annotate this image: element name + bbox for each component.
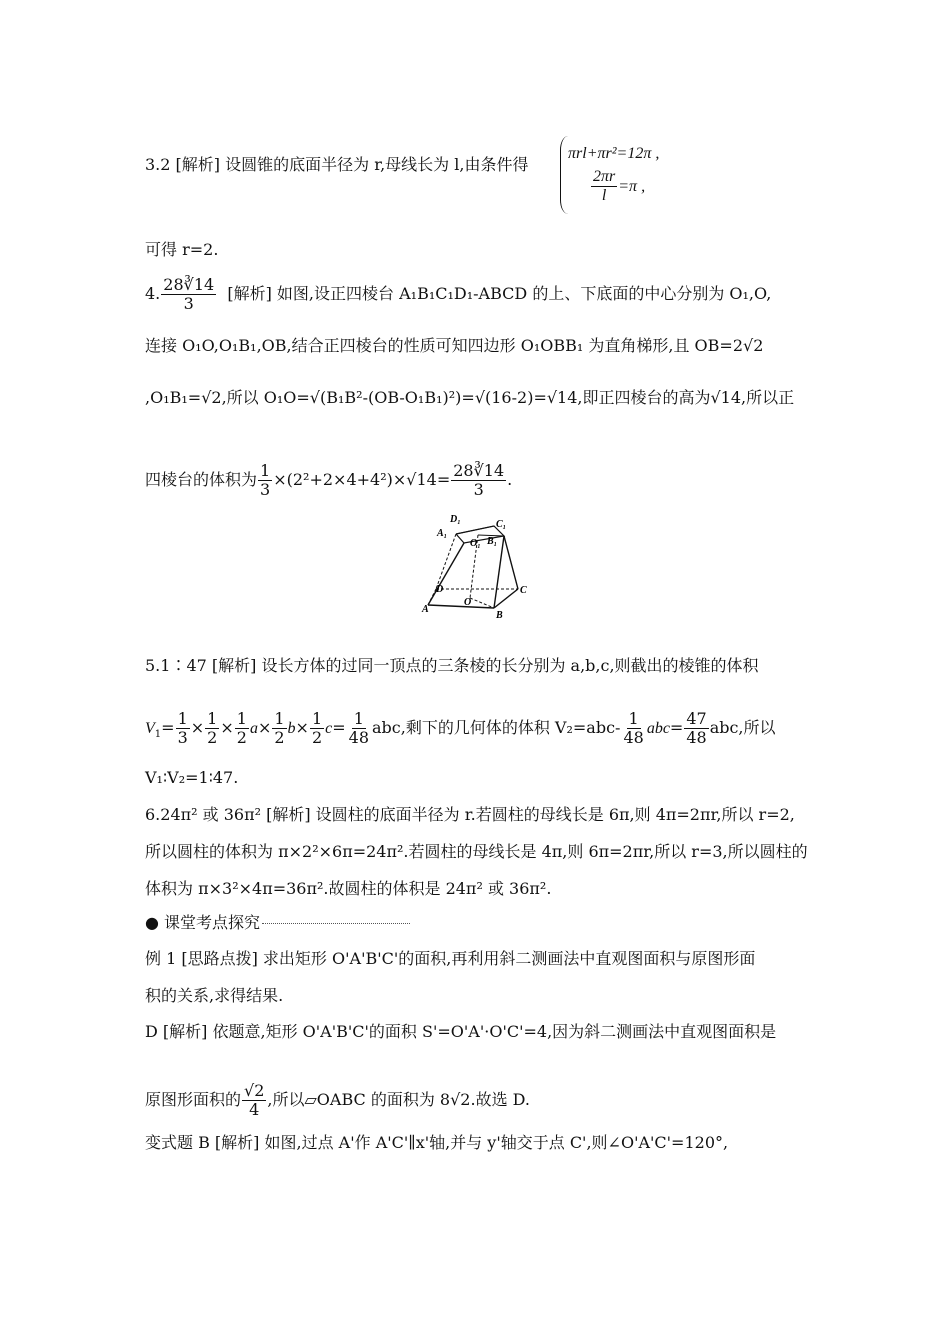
p4-result-frac xyxy=(451,462,506,499)
p5-frac-e: $\frac{1}{2}$ xyxy=(311,709,323,747)
label-O1: O₁ xyxy=(470,538,481,549)
ex1-frac-den: 4 xyxy=(249,1100,260,1119)
ex1-line4 xyxy=(145,1082,530,1119)
p5-frac-d: $\frac{1}{2}$ xyxy=(274,709,285,747)
p4-line4-mid: ×(2²+2×4+4²)×√14= xyxy=(273,470,451,489)
ex1-frac xyxy=(242,1082,266,1119)
p5-frac-b: $\frac{1}{2}$ xyxy=(207,709,218,747)
p3-eq2 xyxy=(590,168,645,205)
ex1-line4-head: 原图形面积的 xyxy=(145,1090,242,1109)
p6-line2: 所以圆柱的体积为 π×2²×6π=24π².若圆柱的母线长是 4π,则 6π=2πr,所以 r=3,所以圆柱的 xyxy=(145,842,808,861)
p4-line3: ,O₁B₁=√2,所以 O₁O=√(B₁B²-(OB-O₁B₁)²)=√(16-2)=√14,即正四棱台的高为√14,所以正 xyxy=(145,388,795,407)
p4-third-frac: $\frac{1}{3}$ xyxy=(260,461,271,499)
p3-eq1: πrl+πr²=12π , xyxy=(568,145,660,162)
frustum-figure xyxy=(420,512,535,622)
variant-line1: 变式题 B [解析] 如图,过点 A'作 A'C'∥x'轴,并与 y'轴交于点 C',则∠O'A'C'=120°, xyxy=(145,1133,729,1152)
ex1-frac-num: √2 xyxy=(244,1081,265,1100)
label-A1: A₁ xyxy=(437,528,448,539)
label-B1: B₁ xyxy=(487,536,498,547)
ex1-line4-tail: ,所以▱OABC 的面积为 8√2.故选 D. xyxy=(267,1090,530,1109)
p3-eq2-den: l xyxy=(601,187,607,204)
p5-line2-tail: abc,剩下的几何体的体积 V₂=abc- xyxy=(372,718,621,737)
label-D1: D₁ xyxy=(450,514,461,525)
p4-ans-den: 3 xyxy=(183,294,194,313)
p6-line1: 6.24π² 或 36π² [解析] 设圆柱的底面半径为 r.若圆柱的母线长是 6π,则 4π=2πr,所以 r=2, xyxy=(145,805,795,824)
p5-line3: V₁∶V₂=1∶47. xyxy=(145,768,239,787)
p3-line2: 可得 r=2. xyxy=(145,240,219,259)
p4-line1 xyxy=(145,276,771,313)
p3-eq2-tail: =π , xyxy=(618,178,646,195)
section-heading xyxy=(145,913,410,933)
p5-frac-c: $\frac{1}{2}$ xyxy=(236,709,247,747)
label-A: A xyxy=(422,604,429,615)
p5-line1: 5.1∶47 [解析] 设长方体的过同一顶点的三条棱的长分别为 a,b,c,则截出的棱锥的体积 xyxy=(145,656,759,675)
ex1-line1: 例 1 [思路点拨] 求出矩形 O'A'B'C'的面积,再利用斜二测画法中直观图面积与原图形面 xyxy=(145,949,756,968)
p4-answer-frac xyxy=(161,276,216,313)
p4-line4-head: 四棱台的体积为 xyxy=(145,470,258,489)
p5-line2: $V_1=$ $\frac{1}{3}$ × $\frac{1}{2}$ × $\frac{1}{2}$ a× $\frac{1}{2}$ b× $\frac{1}{2}$ c= $\frac{1}{48}$ abc,剩下的几何体的体积 V₂=abc- $\frac{1}{48}$ abc= $\frac{47}{48}$ abc,所以 xyxy=(145,709,776,747)
p4-line4 xyxy=(145,462,512,499)
p5-line2-end: abc,所以 xyxy=(709,718,776,737)
p3-eq2-num: 2πr xyxy=(593,168,616,185)
p3-line1: 3.2 [解析] 设圆锥的底面半径为 r,母线长为 l,由条件得 xyxy=(145,155,529,174)
section-title: ● 课堂考点探究 xyxy=(145,913,261,932)
label-C: C xyxy=(520,585,527,596)
ex1-line2: 积的关系,求得结果. xyxy=(145,986,284,1005)
label-O: O xyxy=(464,597,472,608)
p4-line4-tail: . xyxy=(507,470,513,489)
p5-frac-f: $\frac{1}{48}$ xyxy=(348,709,369,747)
p4-result-den: 3 xyxy=(473,480,484,499)
p4-line2: 连接 O₁O,O₁B₁,OB,结合正四棱台的性质可知四边形 O₁OBB₁ 为直角梯形,且 OB=2√2 xyxy=(145,336,764,355)
p5-frac-g: $\frac{1}{48}$ xyxy=(623,709,644,747)
p4-result-num: 28∛14 xyxy=(453,461,505,480)
p4-line1-tail: [解析] 如图,设正四棱台 A₁B₁C₁D₁-ABCD 的上、下底面的中心分别为 O₁,O, xyxy=(227,284,772,303)
p4-number: 4. xyxy=(145,284,161,303)
label-D: D xyxy=(436,584,444,595)
label-C1: C₁ xyxy=(496,519,507,530)
ex1-line3: D [解析] 依题意,矩形 O'A'B'C'的面积 S'=O'A'·O'C'=4,因为斜二测画法中直观图面积是 xyxy=(145,1022,777,1041)
p5-v1: V xyxy=(145,720,155,737)
p3-eq2-frac xyxy=(591,168,617,205)
p6-line3: 体积为 π×3²×4π=36π².故圆柱的体积是 24π² 或 36π². xyxy=(145,879,552,898)
p5-frac-h: $\frac{47}{48}$ xyxy=(686,709,707,747)
label-B: B xyxy=(496,610,503,621)
section-dotted-rule xyxy=(262,923,410,924)
p5-frac-a: $\frac{1}{3}$ xyxy=(177,709,188,747)
p4-ans-num: 28∛14 xyxy=(163,275,215,294)
